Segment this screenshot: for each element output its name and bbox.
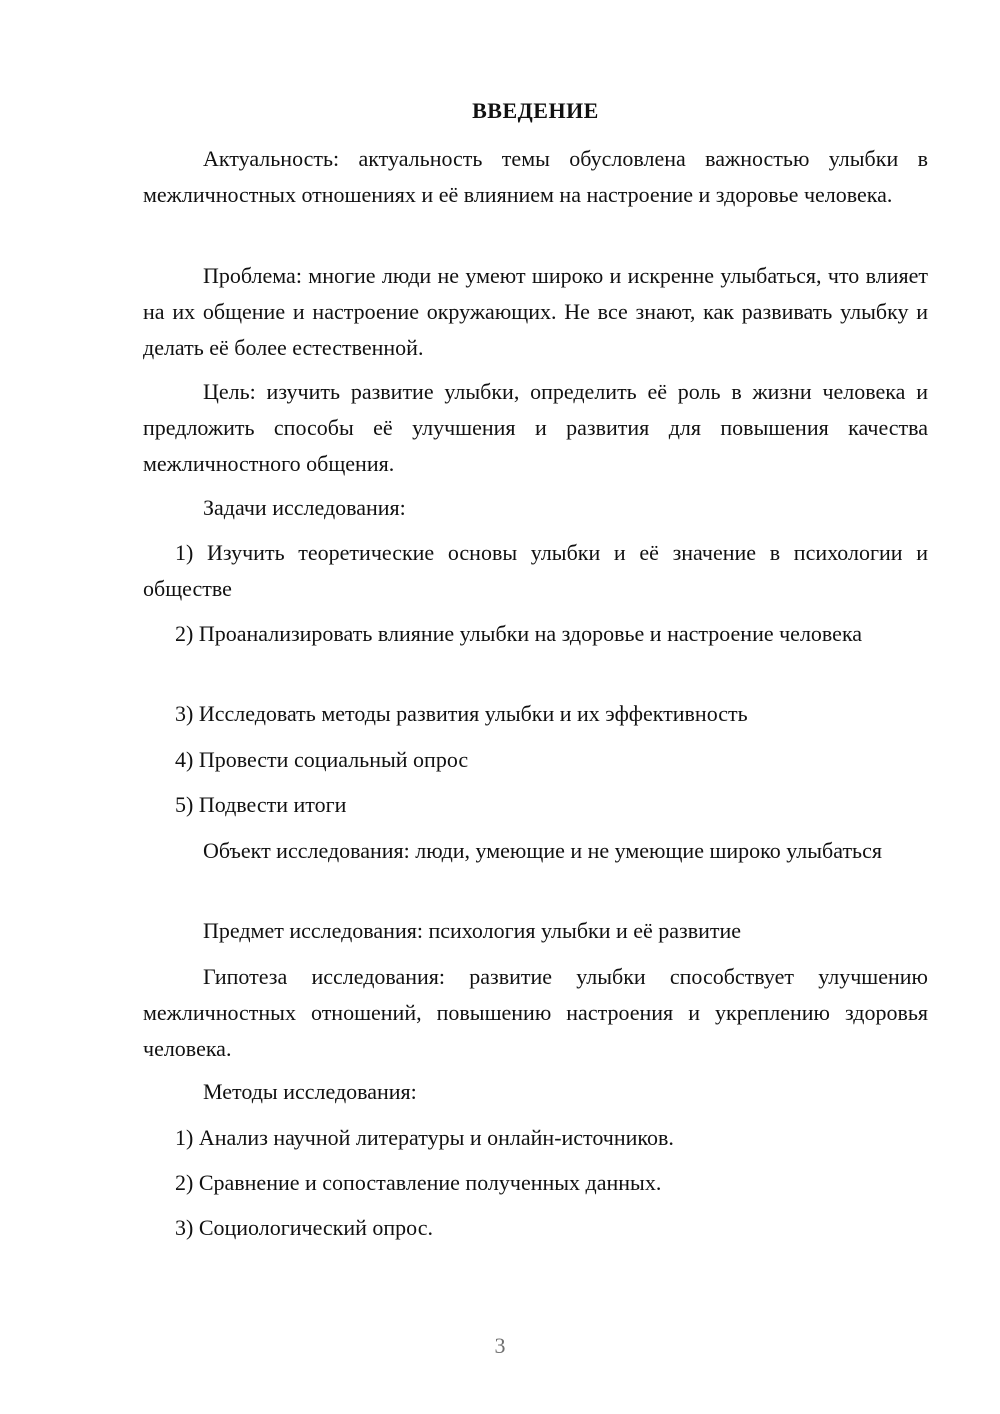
goal-paragraph: Цель: изучить развитие улыбки, определить её роль в жизни человека и предложить способы её улучшения и развития для повышения качества межличностного общения.: [143, 379, 928, 476]
tasks-heading: Задачи исследования:: [203, 495, 406, 520]
object-paragraph: Объект исследования: люди, умеющие и не умеющие широко улыбаться: [203, 838, 882, 863]
method-item: 1) Анализ научной литературы и онлайн-источников.: [175, 1125, 674, 1150]
problem-paragraph: Проблема: многие люди не умеют широко и искренне улыбаться, что влияет на их общение и настроение окружающих. Не все знают, как развивать улыбку и делать её более естественной.: [143, 263, 928, 360]
task-item: 5) Подвести итоги: [175, 792, 347, 817]
task-item: 3) Исследовать методы развития улыбки и их эффективность: [175, 701, 748, 726]
task-item: 2) Проанализировать влияние улыбки на здоровье и настроение человека: [175, 621, 863, 646]
hypothesis-paragraph: Гипотеза исследования: развитие улыбки способствует улучшению межличностных отношений, повышению настроения и укреплению здоровья человека.: [143, 964, 928, 1061]
methods-heading: Методы исследования:: [203, 1079, 417, 1104]
section-title: ВВЕДЕНИЕ: [472, 98, 599, 123]
subject-paragraph: Предмет исследования: психология улыбки и её развитие: [203, 918, 742, 943]
task-item: 1) Изучить теоретические основы улыбки и её значение в психологии и обществе: [143, 540, 928, 601]
task-item: 4) Провести социальный опрос: [175, 747, 469, 772]
page-number: 3: [494, 1333, 506, 1358]
relevance-paragraph: Актуальность: актуальность темы обусловлена важностью улыбки в межличностных отношениях и её влиянием на настроение и здоровье человека.: [143, 146, 928, 207]
method-item: 3) Социологический опрос.: [175, 1215, 433, 1240]
method-item: 2) Сравнение и сопоставление полученных данных.: [175, 1170, 662, 1195]
